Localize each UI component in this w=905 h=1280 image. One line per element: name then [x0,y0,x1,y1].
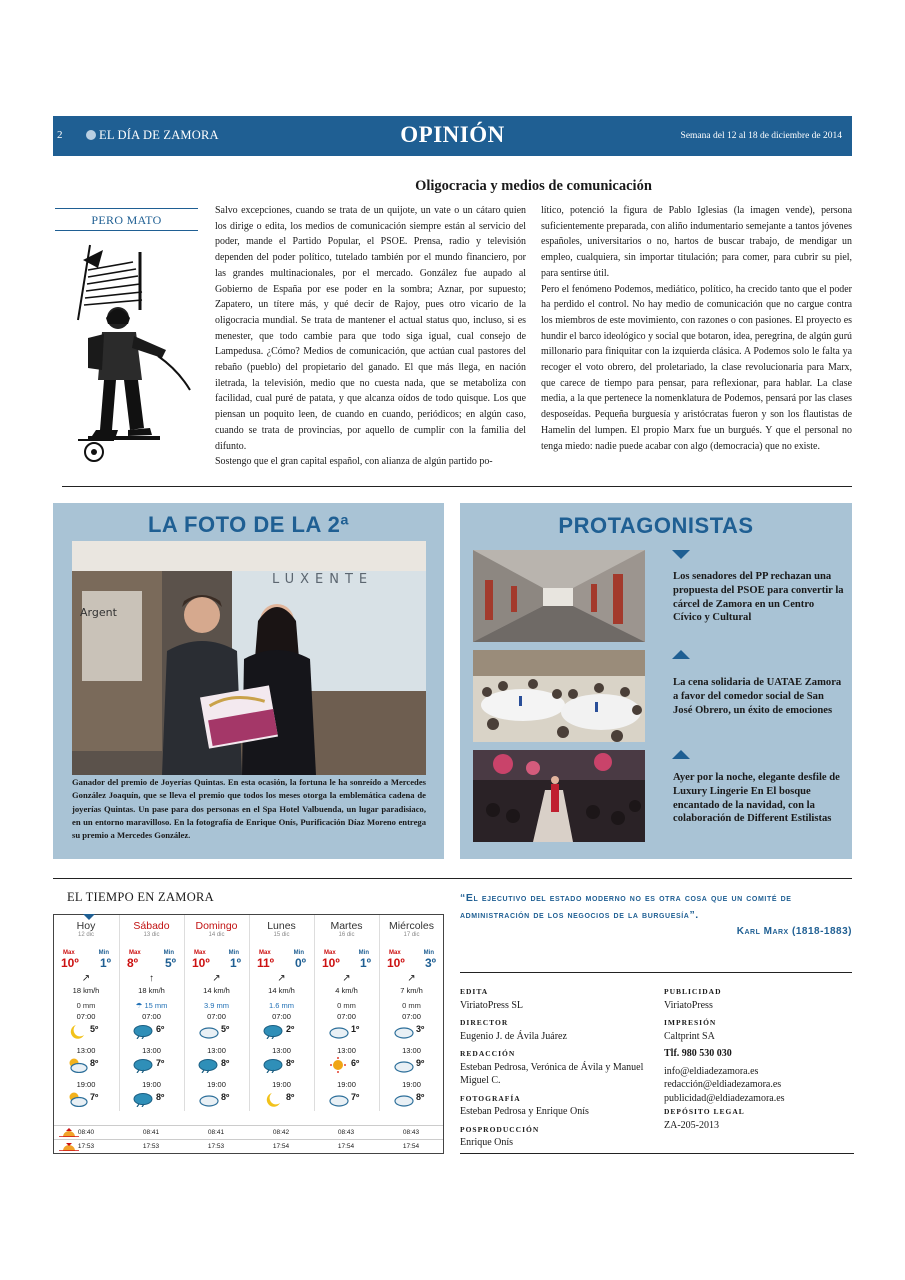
cloud-icon [392,1091,414,1107]
author-name: PERO MATO [55,208,198,231]
credit-value: Enrique Onís [460,1137,514,1148]
forecast-time: 13:00 [142,1046,161,1055]
rain-cloud-icon [197,1057,219,1073]
cloud-icon [392,1057,414,1073]
sunrise-time: 08:43 [337,1129,355,1136]
forecast-time: 07:00 [76,1012,96,1021]
credit-label: IMPRESIÓN [664,1018,717,1027]
credit-block [664,1016,854,1043]
forecast-time: 07:00 [337,1012,356,1021]
weather-day [249,915,313,1111]
rain-cloud-icon [132,1057,154,1073]
forecast-temp: 8º [416,1092,425,1102]
max-label: Max [63,950,75,956]
credits-right [664,985,854,1136]
rainfall [315,1001,378,1010]
photo-caption: Ganador del premio de Joyerías Quintas. En esta ocasión, la fortuna le ha sonreído a Mercedes González Joaquín, que se lleva el premio que todos los meses otorga la emblemática cadena de joyerías Quintas. Un pase para dos personas en el Spa Hotel Valbuenda, un lugar paradisiaco, en un entorno maravilloso. En la fotografía de Enrique Onís, Purificación Díaz Moreno entrega su premio a Mercedes González. [72,777,426,841]
article-paragraph: Pero el fenómeno Podemos, mediático, político, ha crecido tanto que el poder ha perdido el control. No hay medio de comunicación que no cargue contra los miembros de este movimiento, con razones o con pasiones. El proyecto es hundir el barco ideológico y social que botaron, idea, peregrina, de algún gurú millonario para finiquitar con la izquierda clásica. A Podemos solo le falta ya recoger el voto obrero, del proletariado, la clase revolucionaria para Marx, que carece de tiempo para pensar, para reflexionar, para hablar. La clase media, a la que pertenece la nomenklatura de Podemos, pensará por las clases desposeídas. Pequeña burguesía y aristócratas fueron y son los flautistas de Hamelin del lumpen. El propio Marx fue un burgués. Y que el personal no tenga miedo: nadie puede acabar con algo (democracia) que no existe. [541,283,852,452]
sunset-time: 17:54 [402,1143,420,1150]
wind-direction-icon: ↗ [407,973,416,984]
weather-day [119,915,183,1111]
credit-value: Esteban Pedrosa y Enrique Onís [460,1106,589,1117]
min-temp: 5º [164,956,176,970]
forecast-temp: 8º [221,1058,230,1068]
min-temp: 1º [359,956,371,970]
credit-value: Caltprint SA [664,1030,715,1042]
credit-label: PUBLICIDAD [664,987,722,996]
credit-value: ViriatoPress SL [460,999,524,1011]
moon-cloud-icon [262,1091,284,1107]
brand-name: EL DÍA DE ZAMORA [99,128,219,142]
min-label: Min [358,950,369,956]
article-paragraph: Salvo excepciones, cuando se trata de un quijote, un vate o un cátaro quien los dirige o edita, los medios de comunicación siempre están al servicio del poder, mande el Partido Popular, el PSOE. Prensa, radio y televisión dependen del poder político, tutelado también por el mundo financiero, por las grandes multinacionales, por el mercado. González fue aupado al Gobierno de España por ese poder en la sombra; Aznar, por supuesto; Zapatero, un títere más, y qué decir de Rajoy, pues otro vicario de la oligocracia mundial. Se trata de mantener el actual status quo, incluso, si es menester, que todo cambie para que todo siga igual, cual consejo de Lampedusa. ¿Cómo? Medios de comunicación, que actúan cual pastores del rebaño (pueblo) del propietario del ganado. El que más llega, en nación iletrada, la televisión, medio que no cuesta nada, que se metaboliza con facilidad, cual puré de patata, y que alcanza oídos de todo quisque. Los que piensan un poquito leen, de cuando en cuando, periódicos; en algún caso, cuando se trata de provincias, por aquello de cumplir con la familia del difunto. [215,205,526,452]
forecast-temp: 9º [416,1058,425,1068]
forecast-time: 13:00 [272,1046,291,1055]
min-temp: 0º [294,956,306,970]
forecast-temp: 5º [221,1024,230,1034]
rainfall [185,1001,248,1010]
sunset-time: 17:53 [77,1143,95,1150]
weather-day-name: Domingo [195,920,238,932]
article-paragraph: Sostengo que el gran capital español, con alianza de algún partido po- [215,456,493,468]
sun-icon [327,1057,349,1073]
rain-cloud-icon [132,1023,154,1039]
weather-day [379,915,443,1111]
sunrise-time: 08:43 [402,1129,420,1136]
forecast-time: 07:00 [402,1012,421,1021]
forecast-temp: 5º [90,1024,99,1034]
weather-day [314,915,378,1111]
sunset-time: 17:54 [337,1143,355,1150]
trend-up-icon [672,650,690,659]
issue-date: Semana del 12 al 18 de diciembre de 2014 [680,131,842,141]
rainfall-value: 0 mm [337,1001,356,1010]
wind-direction-icon: ↑ [149,973,154,984]
rainfall-value: 15 mm [144,1001,168,1010]
weather-day [184,915,248,1111]
min-label: Min [293,950,304,956]
credits-left [460,985,650,1154]
divider [460,1153,854,1154]
wind-direction-icon: ↗ [277,973,286,984]
max-temp: 10º [322,956,340,970]
wind-direction-icon: ↗ [342,973,351,984]
forecast-time: 07:00 [272,1012,291,1021]
min-label: Min [423,950,434,956]
protagonists-box [460,503,852,859]
credit-email-link[interactable]: redacción@eldiadezamora.es [664,1079,782,1090]
max-temp: 10º [61,956,79,970]
max-label: Max [324,950,336,956]
weather-day [54,915,118,1111]
forecast-time: 13:00 [76,1046,96,1055]
max-label: Max [194,950,206,956]
rainfall [54,1001,118,1010]
sunrise-time: 08:42 [272,1129,290,1136]
weather-day-date: 16 dic [338,932,355,938]
sunset-row [54,1139,443,1152]
max-temp: 11º [257,956,275,970]
columnist-illustration [58,240,198,470]
min-label: Min [163,950,174,956]
cloud-icon [392,1023,414,1039]
credit-label: DIRECTOR [460,1018,509,1027]
sunrise-row [54,1125,443,1138]
rainfall-value: 3.9 mm [203,1001,229,1010]
min-label: Min [98,950,109,956]
wind-speed: 7 km/h [400,986,423,995]
wind-speed: 14 km/h [268,986,295,995]
weather-day-name: Sábado [133,920,170,932]
forecast-time: 13:00 [402,1046,421,1055]
credit-value: Tlf. 980 530 030 [664,1048,732,1059]
page-number: 2 [57,129,63,141]
credit-value: ZA-205-2013 [664,1119,719,1131]
rainfall [120,1001,183,1010]
credit-block [664,1105,854,1132]
credit-label: REDACCIÓN [460,1049,516,1058]
award-photo[interactable] [72,541,426,775]
weather-day-date: 12 dic [77,932,94,938]
article-title: Oligocracia y medios de comunicación [415,178,652,194]
max-temp: 8º [127,956,139,970]
cloud-icon [327,1091,349,1107]
divider [62,486,852,487]
forecast-temp: 8º [286,1058,295,1068]
weather-day-date: 17 dic [403,932,420,938]
sunrise-time: 08:40 [77,1129,95,1136]
credit-email-link[interactable]: info@eldiadezamora.es [664,1065,759,1077]
sun-cloud-icon [66,1091,88,1107]
credit-label: FOTOGRAFÍA [460,1093,521,1103]
wind-speed: 14 km/h [203,986,230,995]
rain-cloud-icon [262,1023,284,1039]
max-label: Max [129,950,141,956]
forecast-time: 19:00 [76,1080,96,1089]
sunset-time: 17:54 [272,1143,290,1150]
forecast-time: 13:00 [337,1046,356,1055]
moon-cloud-icon [66,1023,88,1039]
credit-block [460,1092,650,1119]
rainfall [250,1001,313,1010]
forecast-temp: 1º [351,1024,360,1034]
credit-value: Esteban Pedrosa, Verónica de Ávila y Manuel Miguel C. [460,1061,644,1086]
wind-direction-icon: ↗ [81,973,91,984]
credit-block [460,1047,650,1088]
forecast-time: 19:00 [142,1080,161,1089]
sunrise-time: 08:41 [142,1129,160,1136]
forecast-temp: 8º [90,1058,99,1068]
article-column-1 [215,203,526,470]
forecast-time: 07:00 [142,1012,161,1021]
forecast-temp: 7º [156,1058,165,1068]
rain-cloud-icon [132,1091,154,1107]
trend-down-icon [672,550,690,559]
credit-block [460,985,650,1012]
min-temp: 3º [424,956,436,970]
wind-speed: 4 km/h [335,986,358,995]
rainfall [380,1001,443,1010]
cloud-icon [197,1091,219,1107]
section-title: OPINIÓN [400,122,505,147]
forecast-temp: 8º [221,1092,230,1102]
photo-sign-text: LUXENTE [272,572,374,587]
weather-day-date: 14 dic [208,932,225,938]
quote-author: Karl Marx (1818-1883) [736,926,852,937]
forecast-temp: 3º [416,1024,425,1034]
sunset-time: 17:53 [207,1143,225,1150]
prison-corridor-photo[interactable] [473,550,645,642]
max-temp: 10º [192,956,210,970]
cloud-icon [197,1023,219,1039]
forecast-time: 13:00 [207,1046,226,1055]
weather-day-date: 15 dic [273,932,290,938]
sunrise-time: 08:41 [207,1129,225,1136]
cloud-icon [327,1023,349,1039]
weather-widget [53,914,444,1154]
credit-label: DEPÓSITO LEGAL [664,1107,745,1116]
min-label: Min [228,950,239,956]
divider [53,878,852,879]
credit-block [460,1123,650,1150]
weather-day-name: Hoy [76,920,96,932]
credit-value: Eugenio J. de Ávila Juárez [460,1030,567,1042]
forecast-temp: 2º [286,1024,295,1034]
credit-block [460,1016,650,1043]
protagonist-item[interactable]: Ayer por la noche, elegante desfile de Luxury Lingerie En El bosque encantado de la navidad, con la colaboración de Different Estilistas [673,772,840,825]
article-column-2 [541,203,852,454]
protagonist-item[interactable]: La cena solidaria de UATAE Zamora a favor del comedor social de San José Obrero, un éxito de emociones [673,677,842,716]
rainfall-value: 0 mm [76,1001,96,1010]
forecast-temp: 8º [156,1092,165,1102]
weather-day-name: Lunes [267,920,296,932]
credit-value: ViriatoPress [664,999,713,1011]
photo-sign-left: Argent [80,606,117,619]
sun-cloud-icon [66,1057,88,1073]
credit-block [664,1065,854,1079]
wind-speed: 18 km/h [138,986,165,995]
rainfall-value: 0 mm [402,1001,421,1010]
article-paragraph: lítico, potenció la figura de Pablo Iglesias (la imagen vende), persona suficientemente preparada, con aliño indumentario semejante a tantos jóvenes españoles, universitarios o no, hartos de buscar trabajo, de mendigar un empleo, cualquiera, sin importar titulación; para comer, para cubrir su piel, para sentirse útil. [541,205,852,279]
wind-speed: 18 km/h [72,986,100,995]
forecast-time: 07:00 [207,1012,226,1021]
trend-up-icon [672,750,690,759]
forecast-temp: 7º [90,1092,99,1102]
wind-direction-icon: ↗ [212,973,221,984]
credit-block [664,985,854,1012]
credit-label: POSPRODUCCIÓN [460,1124,540,1134]
credit-email-link[interactable]: publicidad@eldiadezamora.es [664,1092,785,1104]
max-label: Max [389,950,401,956]
max-label: Max [259,950,271,956]
page-header [53,116,852,156]
rain-cloud-icon [262,1057,284,1073]
weather-day-name: Miércoles [389,920,434,932]
protagonist-item[interactable]: Los senadores del PP rechazan una propuesta del PSOE para convertir la cárcel de Zamora en un Centro Cívico y Cultural [673,571,844,624]
quote-text: “El ejecutivo del estado moderno no es otra cosa que un comité de administración de los negocios de la burguesía”. [460,892,792,921]
photo-of-the-page [53,503,444,859]
forecast-time: 19:00 [402,1080,421,1089]
charity-dinner-photo[interactable] [473,650,645,742]
forecast-time: 19:00 [207,1080,226,1089]
credit-block [664,1047,854,1061]
credit-block [664,1078,854,1092]
forecast-temp: 6º [351,1058,360,1068]
forecast-temp: 6º [156,1024,165,1034]
weather-title: EL TIEMPO EN ZAMORA [67,890,215,904]
weather-day-date: 13 dic [143,932,160,938]
forecast-temp: 7º [351,1092,360,1102]
credit-block [664,1092,854,1106]
divider [460,972,852,973]
forecast-time: 19:00 [337,1080,356,1089]
umbrella-icon: ☂ [135,1001,143,1010]
protagonists-title: PROTAGONISTAS [558,513,754,538]
lingerie-show-photo[interactable] [473,750,645,842]
forecast-temp: 8º [286,1092,295,1102]
min-temp: 1º [99,956,111,970]
forecast-time: 19:00 [272,1080,291,1089]
weather-day-name: Martes [330,920,363,932]
credit-label: EDITA [460,987,489,996]
rainfall-value: 1.6 mm [268,1001,294,1010]
min-temp: 1º [229,956,241,970]
photo-box-title: LA FOTO DE LA 2ª [147,512,350,537]
sunset-time: 17:53 [142,1143,160,1150]
max-temp: 10º [387,956,405,970]
